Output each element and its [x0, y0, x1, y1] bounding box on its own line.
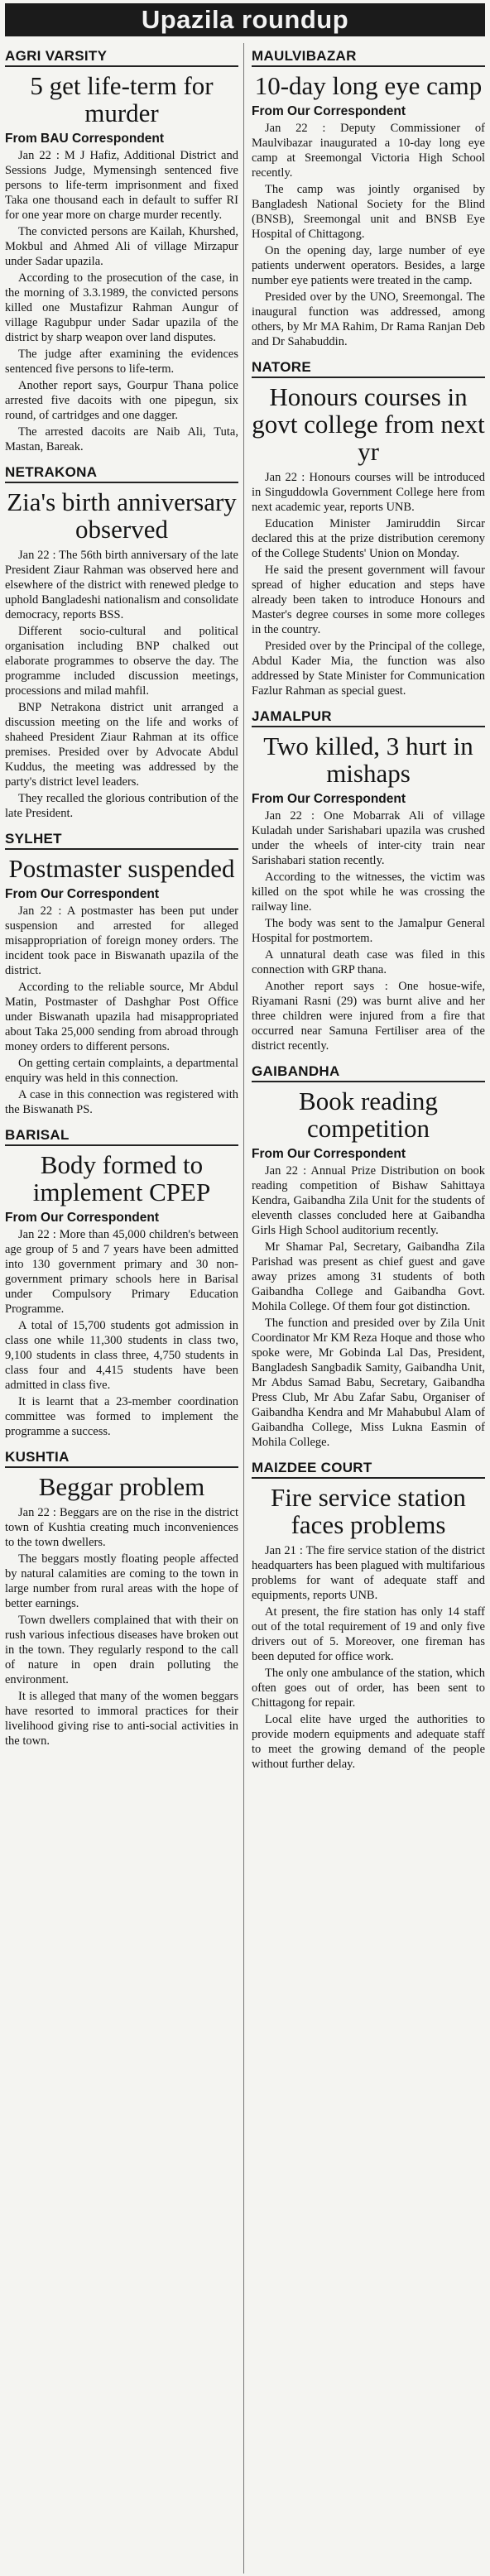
section-label: JAMALPUR: [252, 707, 485, 727]
article-byline: From Our Correspondent: [252, 1147, 406, 1161]
article-headline: 5 get life-term for murder: [30, 71, 214, 127]
article-headline: 10-day long eye camp: [254, 71, 483, 100]
article: [252, 1458, 485, 1772]
article-paragraph: He said the present government will favour spread of higher education and steps have already been taken to introduce Honours and Master's degree courses in some more colleges in the country.: [252, 564, 485, 636]
article-paragraph: BNP Netrakona district unit arranged a discussion meeting on the life and works of shaheed President Ziaur Rahman at its office premises. Presided over by Advocate Abdul Kuddus, the meeting was addressed by the party's district level leaders.: [5, 701, 238, 789]
article-paragraph: According to the witnesses, the victim was killed on the spot while he was crossing the railway line.: [252, 871, 485, 914]
article-paragraph: Jan 22 : One Mobarrak Ali of village Kuladah under Sarishabari upazila was crushed under the wheels of inter-city train near Sarishabari station recently.: [252, 809, 485, 867]
article-paragraph: Jan 22 : More than 45,000 children's between age group of 5 and 7 years have been admitted into 130 government primary and 30 non-government primary schools here in Barisal under Compulsory Primary Education Programme.: [5, 1228, 238, 1316]
left-column: [5, 43, 238, 2574]
article-headline: Honours courses in govt college from next yr: [252, 382, 485, 466]
section-label: GAIBANDHA: [252, 1062, 485, 1082]
article: [5, 1447, 238, 1749]
article: [252, 1062, 485, 1450]
section-label: NETRAKONA: [5, 463, 238, 483]
section-label: NATORE: [252, 357, 485, 378]
article-byline: From Our Correspondent: [5, 1211, 160, 1225]
article-paragraph: According to the prosecution of the case, in the morning of 3.3.1989, the convicted persons killed one Mustafizur Rahman Aungur of village Ragubpur under Sadar upazila of the district by sharp weapon over land disputes.: [5, 271, 238, 344]
article-paragraph: Jan 21 : The fire service station of the district headquarters has been plagued with multifarious problems for want of adequate staff and equipments, reports UNB.: [252, 1544, 485, 1602]
article-headline: Postmaster suspended: [8, 854, 235, 883]
article: [5, 46, 238, 454]
article-headline: Beggar problem: [38, 1472, 205, 1501]
article-headline: Fire service station faces problems: [271, 1483, 466, 1539]
article: [5, 829, 238, 1117]
article-paragraph: Jan 22 : A postmaster has been put under suspension and arrested for alleged misappropriation of foreign money orders. The incident took pace in Biswanath upazila of the district.: [5, 904, 238, 977]
article-headline: Body formed to implement CPEP: [32, 1150, 211, 1206]
article-paragraph: Mr Shamar Pal, Secretary, Gaibandha Zila Parishad was present as chief guest and gave away prizes among 31 students of both Gaibandha College and Gaibandha Govt. Mohila College. Of them four got distinction.: [252, 1240, 485, 1313]
article-paragraph: On getting certain complaints, a departmental enquiry was held in this connection.: [5, 1057, 238, 1085]
article-headline: Zia's birth anniversary observed: [7, 487, 237, 544]
article: [5, 1125, 238, 1439]
article: [5, 463, 238, 821]
right-column: [252, 43, 485, 2574]
article-paragraph: A unnatural death case was filed in this connection with GRP thana.: [252, 948, 485, 976]
article-paragraph: Local elite have urged the authorities to provide modern equipments and adequate staff to meet the growing demand of the people without further delay.: [252, 1713, 485, 1771]
article: [252, 46, 485, 349]
article-paragraph: At present, the fire station has only 14 staff out of the total requirement of 19 and only five drivers out of 5. Moreover, one fireman has been deputed for office work.: [252, 1605, 485, 1663]
article-paragraph: Jan 22 : Annual Prize Distribution on book reading competition of Bishaw Sahittaya Kendra, Gaibandha Zila Unit for the students of eleventh classes concluded here at Gaibandha Girls High School auditorium recently.: [252, 1164, 485, 1237]
article-paragraph: Jan 22 : The 56th birth anniversary of the late President Ziaur Rahman was observed here and elsewhere of the district with renewed pledge to uphold Bangladeshi nationalism and consolidate democracy, reports BSS.: [5, 549, 238, 621]
article-paragraph: Presided over by the UNO, Sreemongal. The inaugural function was addressed, among others, by Mr MA Rahim, Dr Rama Ranjan Deb and Dr Sahabuddin.: [252, 290, 485, 348]
article-paragraph: It is learnt that a 23-member coordination committee was formed to implement the programme a success.: [5, 1395, 238, 1438]
section-label: MAULVIBAZAR: [252, 46, 485, 67]
article-paragraph: The judge after examining the evidences sentenced five persons to life-term.: [5, 348, 238, 376]
article-paragraph: Town dwellers complained that with their on rush various infectious diseases have broken out in the town. They regularly respond to the call of nature in open drain polluting the environment.: [5, 1614, 238, 1686]
article-byline: From Our Correspondent: [252, 792, 406, 806]
article-paragraph: Jan 22 : Deputy Commissioner of Maulvibazar inaugurated a 10-day long eye camp at Sreemongal Victoria High School recently.: [252, 122, 485, 180]
article-paragraph: Jan 22 : Beggars are on the rise in the district town of Kushtia creating much inconveniences to the town dwellers.: [5, 1506, 238, 1549]
section-label: BARISAL: [5, 1125, 238, 1146]
article-paragraph: The arrested dacoits are Naib Ali, Tuta, Mastan, Bareak.: [5, 425, 238, 453]
article-byline: From BAU Correspondent: [5, 132, 165, 146]
article-paragraph: A total of 15,700 students got admission in class one while 11,300 students in class two, 9,100 students in class three, 4,750 students in class four and 4,415 students have been admitted in class five.: [5, 1319, 238, 1392]
article-paragraph: According to the reliable source, Mr Abdul Matin, Postmaster of Dashghar Post Office under Biswanath upazila had misappropriated about Taka 25,000 sending from abroad through money orders to different persons.: [5, 981, 238, 1053]
article-paragraph: On the opening day, large number of eye patients underwent operators. Besides, a large number eye patients were treated in the camp.: [252, 244, 485, 287]
article-paragraph: Different socio-cultural and political organisation including BNP chalked out elaborate programmes to observe the day. The programme included discussion meetings, processions and milad mahfil.: [5, 625, 238, 698]
article-byline: From Our Correspondent: [252, 104, 406, 118]
article-paragraph: A case in this connection was registered with the Biswanath PS.: [5, 1088, 238, 1116]
section-label: SYLHET: [5, 829, 238, 850]
article-paragraph: The camp was jointly organised by Bangladesh National Society for the Blind (BNSB), Sreemongal unit and BNSB Eye Hospital of Chittagong.: [252, 183, 485, 241]
article-headline: Two killed, 3 hurt in mishaps: [263, 732, 473, 788]
column-divider: [243, 43, 244, 2574]
article-paragraph: It is alleged that many of the women beggars have resorted to immoral practices for their livelihood giving rise to anti-social activities in the town.: [5, 1690, 238, 1748]
article-paragraph: The beggars mostly floating people affected by natural calamities are coming to the town in large number from rural areas with the hope of better earnings.: [5, 1552, 238, 1610]
article-paragraph: Education Minister Jamiruddin Sircar declared this at the prize distribution ceremony of the College Students' Union on Monday.: [252, 517, 485, 560]
article-paragraph: Another report says : One hosue-wife, Riyamani Rasni (29) was burnt alive and her three children were injured from a fire that occurred near Samuna Fertiliser area of the district recently.: [252, 980, 485, 1053]
article: [252, 707, 485, 1053]
article-byline: From Our Correspondent: [5, 887, 160, 901]
page-banner: Upazila roundup: [5, 3, 485, 36]
article-paragraph: Presided over by the Principal of the college, Abdul Kader Mia, the function was also addressed by State Minister for Communication Fazlur Rahman as special guest.: [252, 640, 485, 698]
section-label: AGRI VARSITY: [5, 46, 238, 67]
article-paragraph: The only one ambulance of the station, which often goes out of order, has been sent to Chittagong for repair.: [252, 1667, 485, 1710]
article-headline: Book reading competition: [299, 1087, 438, 1143]
article-paragraph: The body was sent to the Jamalpur General Hospital for postmortem.: [252, 917, 485, 945]
article-paragraph: Jan 22 : M J Hafiz, Additional District and Sessions Judge, Mymensingh sentenced five persons to life-term imprisonment and fixed Taka one thousand each in default to suffer RI for one year more on charge murder recently.: [5, 149, 238, 222]
article-paragraph: Jan 22 : Honours courses will be introduced in Singuddowla Government College here from next academic year, reports UNB.: [252, 471, 485, 514]
article-paragraph: The convicted persons are Kailah, Khurshed, Mokbul and Ahmed Ali of village Mirzapur under Sadar upazila.: [5, 225, 238, 268]
article-paragraph: Another report says, Gourpur Thana police arrested five dacoits with one pipegun, six round, of cartridges and one dagger.: [5, 379, 238, 422]
article: [252, 357, 485, 698]
article-paragraph: They recalled the glorious contribution of the late President.: [5, 792, 238, 820]
section-label: KUSHTIA: [5, 1447, 238, 1468]
article-paragraph: The function and presided over by Zila Unit Coordinator Mr KM Reza Hoque and those who spoke were, Mr Gobinda Lal Das, President, Bangladesh Sangbadik Samity, Gaibandha Unit, Mr Abdus Samad Babu, Secretary, Gaibandha Press Club, Mr Abu Zafar Sabu, Organiser of Gaibandha Kendra and Mr Mahabubul Alam of Gaibandha College, Miss Lukna Easmin of Mohila College.: [252, 1317, 485, 1449]
section-label: MAIZDEE COURT: [252, 1458, 485, 1479]
